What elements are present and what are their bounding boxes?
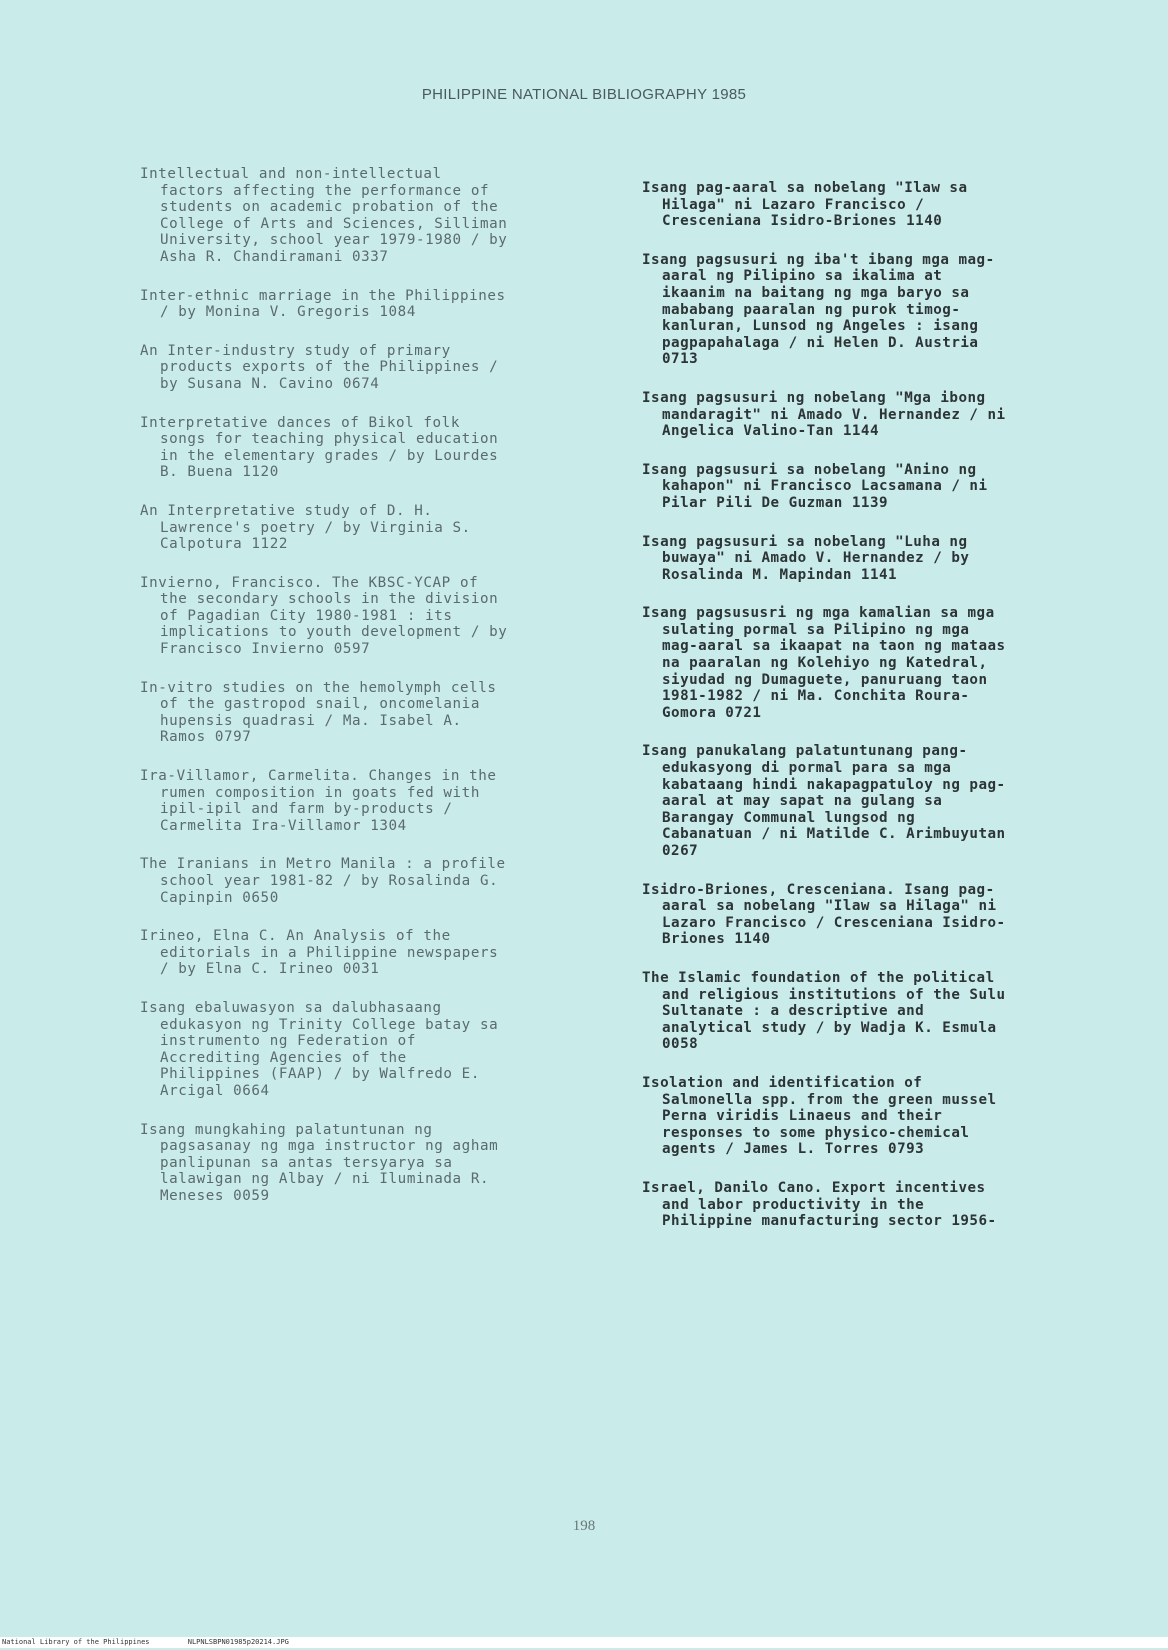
bib-entry: Isang pagsusuri sa nobelang "Luha ng buwaya" ni Amado V. Hernandez / by Rosalinda M. Mapindan 1141: [642, 533, 970, 583]
bib-entry: Intellectual and non-intellectual factors affecting the performance of students on academic probation of the College of Arts and Sciences, Silliman University, school year 1979-1980 / by Asha R. Chandiramani 0337: [140, 166, 508, 265]
bib-entry: An Interpretative study of D. H. Lawrence's poetry / by Virginia S. Calpotura 1122: [140, 502, 471, 553]
bib-entry: Irineo, Elna C. An Analysis of the editorials in a Philippine newspapers / by Elna C. Irineo 0031: [140, 928, 499, 978]
bib-entry: Isang pagsusuri ng iba't ibang mga mag- aaral ng Pilipino sa ikalima at ikaanim na baitang ng mga baryo sa mababang paaralan ng purok timog- kanluran, Lunsod ng Angeles : isang pagpapahalaga / ni Helen D. Austria 0713: [642, 251, 995, 368]
bib-entry: Isang pagsusuri sa nobelang "Anino ng kahapon" ni Francisco Lacsamana / ni Pilar Pili De Guzman 1139: [642, 461, 988, 511]
bib-entry: Isang pagsusuri ng nobelang "Mga ibong mandaragit" ni Amado V. Hernandez / ni Angelica Valino-Tan 1144: [642, 389, 1006, 440]
bib-entry: The Islamic foundation of the political and religious institutions of the Sulu Sultanate : a descriptive and analytical study / by Wadja K. Esmula 0058: [642, 969, 1006, 1053]
bib-entry: In-vitro studies on the hemolymph cells of the gastropod snail, oncomelania hupensis quadrasi / Ma. Isabel A. Ramos 0797: [140, 679, 497, 746]
bib-entry: Israel, Danilo Cano. Export incentives and labor productivity in the Philippine manufacturing sector 1956-: [642, 1179, 997, 1230]
scan-footer: [0, 1637, 1168, 1648]
bib-entry: Ira-Villamor, Carmelita. Changes in the rumen composition in goats fed with ipil-ipil and farm by-products / Carmelita Ira-Villamor 1304: [140, 768, 497, 834]
bib-entry: Isang panukalang palatuntunang pang- edukasyong di pormal para sa mga kabataang hindi nakapagpatuloy ng pag- aaral at may sapat na gulang sa Barangay Communal lungsod ng Cabanatuan / ni Matilde C. Arimbuyutan 0267: [642, 743, 1006, 859]
bib-entry: Invierno, Francisco. The KBSC-YCAP of the secondary schools in the division of Pagadian City 1980-1981 : its implications to youth development / by Francisco Invierno 0597: [140, 574, 508, 658]
bib-entry: Isang ebaluwasyon sa dalubhasaang edukasyon ng Trinity College batay sa instrumento ng Federation of Accrediting Agencies of the Philippines (FAAP) / by Walfredo E. Arcigal 0664: [140, 999, 499, 1099]
bib-entry: Isidro-Briones, Cresceniana. Isang pag- aaral sa nobelang "Ilaw sa Hilaga" ni Lazaro Francisco / Cresceniana Isidro- Briones 1140: [642, 881, 1006, 948]
bib-entry: Inter-ethnic marriage in the Philippines / by Monina V. Gregoris 1084: [140, 287, 506, 321]
bib-entry: The Iranians in Metro Manila : a profile school year 1981-82 / by Rosalinda G. Capinpin 0650: [140, 856, 506, 906]
page-number: 198: [572, 1518, 596, 1534]
right-column: [642, 180, 1112, 1252]
bib-entry: Isang pag-aaral sa nobelang "Ilaw sa Hilaga" ni Lazaro Francisco / Cresceniana Isidro-Briones 1140: [642, 180, 968, 230]
page-header: PHILIPPINE NATIONAL BIBLIOGRAPHY 1985: [421, 86, 747, 103]
bib-entry: An Inter-industry study of primary products exports of the Philippines / by Susana N. Cavino 0674: [140, 342, 499, 392]
left-column: [140, 166, 610, 1227]
bib-entry: Isang pagsususri ng mga kamalian sa mga sulating pormal sa Pilipino ng mga mag-aaral sa ikaapat na taon ng mataas na paaralan ng Kolehiyo ng Katedral, siyudad ng Dumaguete, panuruang taon 1981-1982 / ni Ma. Conchita Roura- Gomora 0721: [642, 605, 1006, 721]
footer-file: NLPNLSBPN01985p20214.JPG: [187, 1638, 289, 1646]
bib-entry: Interpretative dances of Bikol folk songs for teaching physical education in the elementary grades / by Lourdes B. Buena 1120: [140, 414, 499, 481]
bib-entry: Isolation and identification of Salmonella spp. from the green mussel Perna viridis Linaeus and their responses to some physico-chemical agents / James L. Torres 0793: [642, 1074, 997, 1158]
footer-library: National Library of the Philippines: [2, 1638, 150, 1646]
bib-entry: Isang mungkahing palatuntunan ng pagsasanay ng mga instructor ng agham panlipunan sa antas tersyarya sa lalawigan ng Albay / ni Iluminada R. Meneses 0059: [140, 1121, 499, 1204]
